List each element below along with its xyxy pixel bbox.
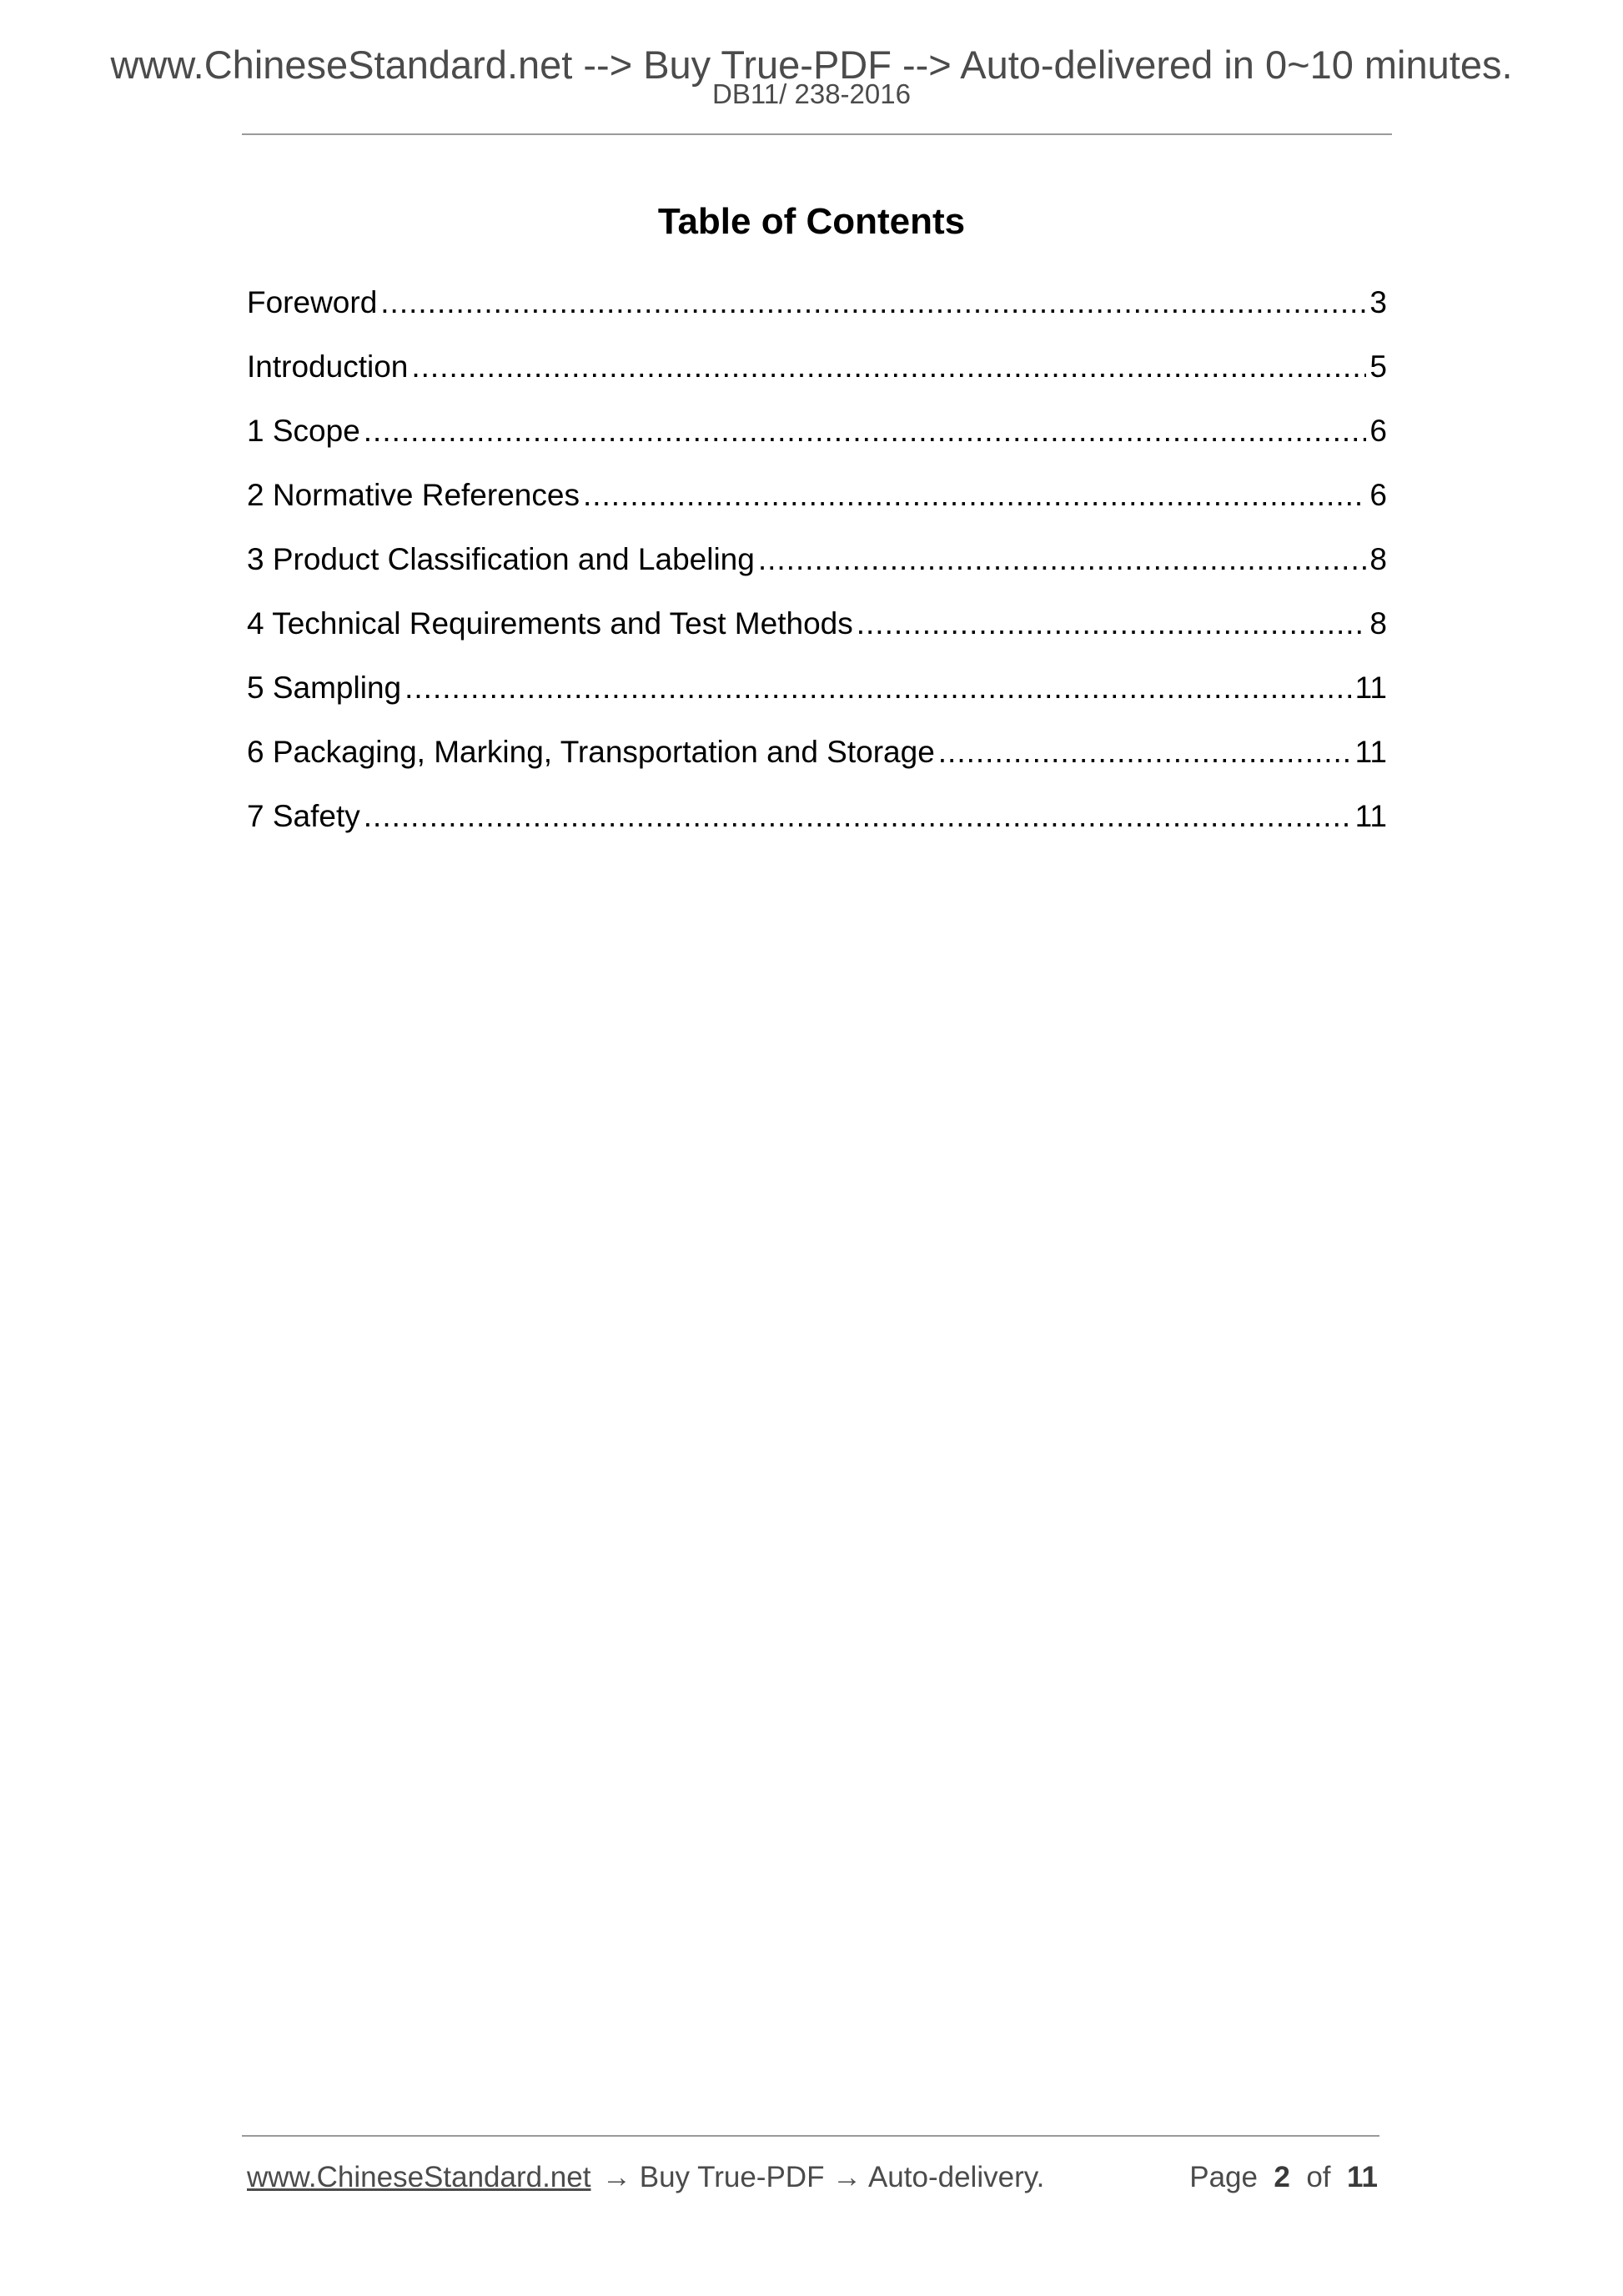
of-word: of (1306, 2161, 1331, 2193)
toc-dot-leader (758, 539, 1367, 580)
toc-dot-leader (583, 475, 1366, 516)
toc-entry-sampling[interactable] (247, 667, 1387, 731)
toc-entry-label: 7 Safety (247, 799, 360, 833)
footer-tagline: → Buy True-PDF → Auto-delivery. (602, 2161, 1045, 2193)
toc-dot-leader (404, 667, 1351, 709)
toc-dot-leader (380, 282, 1366, 324)
toc-entry-normative-references[interactable] (247, 475, 1387, 539)
toc-entry-foreword[interactable] (247, 282, 1387, 346)
toc-entry-product-classification[interactable] (247, 539, 1387, 603)
toc-entry-technical-requirements[interactable] (247, 603, 1387, 667)
toc-entry-page: 8 (1369, 542, 1387, 576)
current-page-number: 2 (1274, 2161, 1290, 2193)
toc-entry-packaging[interactable] (247, 731, 1387, 796)
toc-dot-leader (857, 603, 1367, 645)
toc-entry-label: Introduction (247, 349, 409, 384)
toc-entry-label: 6 Packaging, Marking, Transportation and Storage (247, 735, 935, 769)
toc-entry-page: 6 (1369, 414, 1387, 448)
toc-entry-page: 3 (1369, 285, 1387, 319)
footer-divider (242, 2135, 1379, 2137)
toc-entry-label: 1 Scope (247, 414, 360, 448)
toc-dot-leader (938, 731, 1352, 773)
toc-entry-label: 2 Normative References (247, 478, 580, 512)
toc-entry-page: 5 (1369, 349, 1387, 384)
table-of-contents (247, 282, 1387, 860)
toc-entry-label: 5 Sampling (247, 671, 402, 705)
total-pages-number: 11 (1347, 2161, 1378, 2193)
header-divider (242, 133, 1392, 135)
toc-entry-page: 6 (1369, 478, 1387, 512)
header-watermark: www.ChineseStandard.net --> Buy True-PDF --> Auto-delivered in 0~10 minutes. (110, 43, 1513, 87)
toc-entry-label: Foreword (247, 285, 378, 319)
toc-entry-safety[interactable] (247, 796, 1387, 860)
toc-dot-leader (411, 346, 1366, 388)
toc-entry-label: 4 Technical Requirements and Test Methods (247, 606, 853, 641)
toc-entry-page: 11 (1354, 799, 1387, 833)
page-footer (247, 2157, 1378, 2198)
footer-site-link[interactable]: www.ChineseStandard.net (247, 2161, 591, 2193)
toc-entry-page: 11 (1354, 671, 1387, 705)
page-indicator (1189, 2157, 1378, 2198)
page-word: Page (1189, 2161, 1258, 2193)
toc-title: Table of Contents (657, 201, 966, 242)
document-code: DB11/ 238-2016 (712, 78, 911, 109)
toc-dot-leader (364, 410, 1367, 452)
toc-entry-label: 3 Product Classification and Labeling (247, 542, 755, 576)
toc-entry-scope[interactable] (247, 410, 1387, 475)
toc-dot-leader (364, 796, 1352, 837)
toc-entry-page: 8 (1369, 606, 1387, 641)
toc-entry-introduction[interactable] (247, 346, 1387, 410)
toc-entry-page: 11 (1354, 735, 1387, 769)
